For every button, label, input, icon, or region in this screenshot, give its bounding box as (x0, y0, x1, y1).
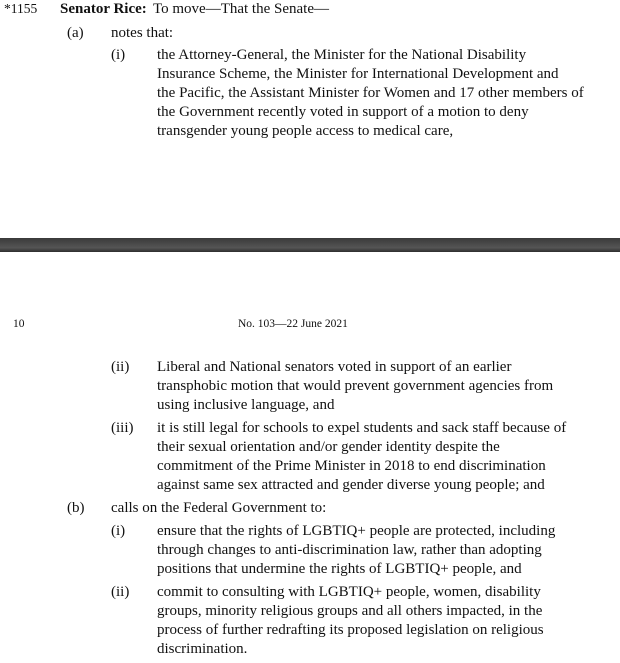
item-a-ii-line: transphobic motion that would prevent government agencies from (157, 378, 554, 394)
paragraph-b-text: calls on the Federal Government to: (111, 500, 327, 516)
item-a-i-line: the Attorney-General, the Minister for the National Disability (157, 47, 527, 63)
motion-intro: To move—That the Senate— (153, 1, 329, 17)
paragraph-a-text: notes that: (111, 25, 174, 41)
item-a-ii-line: Liberal and National senators voted in support of an earlier (157, 359, 512, 375)
item-a-iii-label: (iii) (111, 420, 134, 436)
item-a-i-line: Insurance Scheme, the Minister for International Development and (157, 66, 559, 82)
item-b-ii-line: discrimination. (157, 641, 248, 657)
item-a-iii-line: it is still legal for schools to expel students and sack staff because of (157, 420, 567, 436)
item-b-ii-line: groups, minority religious groups and all others impacted, in the (157, 603, 543, 619)
item-a-iii-line: their sexual orientation and/or gender identity despite the (157, 439, 500, 455)
item-a-iii-line: commitment of the Prime Minister in 2018 to end discrimination (157, 458, 546, 474)
item-a-i-line: the Pacific, the Assistant Minister for Women and 17 other members of (157, 85, 584, 101)
item-b-i-line: positions that undermine the rights of LGBTIQ+ people, and (157, 561, 522, 577)
page-break-divider (0, 238, 620, 252)
item-b-i-line: through changes to anti-discrimination law, rather than adopting (157, 542, 542, 558)
item-a-iii-line: against same sex attracted and gender diverse young people; and (157, 477, 545, 493)
item-b-ii-label: (ii) (111, 584, 130, 600)
item-a-i-line: the Government recently voted in support of a motion to deny (157, 104, 529, 120)
item-b-i-line: ensure that the rights of LGBTIQ+ people are protected, including (157, 523, 556, 539)
page-header-title: No. 103—22 June 2021 (238, 318, 348, 330)
item-b-i-label: (i) (111, 523, 126, 539)
motion-number: *1155 (4, 1, 38, 16)
paragraph-b-label: (b) (67, 500, 85, 516)
item-b-ii-line: process of further redrafting its proposed legislation on religious (157, 622, 544, 638)
item-a-i-line: transgender young people access to medical care, (157, 123, 454, 139)
senator-name: Senator Rice: (60, 1, 147, 17)
paragraph-a-label: (a) (67, 25, 84, 41)
page-number: 10 (13, 318, 25, 330)
item-a-ii-label: (ii) (111, 359, 130, 375)
item-b-ii-line: commit to consulting with LGBTIQ+ people, women, disability (157, 584, 541, 600)
item-a-ii-line: using inclusive language, and (157, 397, 335, 413)
item-a-i-label: (i) (111, 47, 126, 63)
